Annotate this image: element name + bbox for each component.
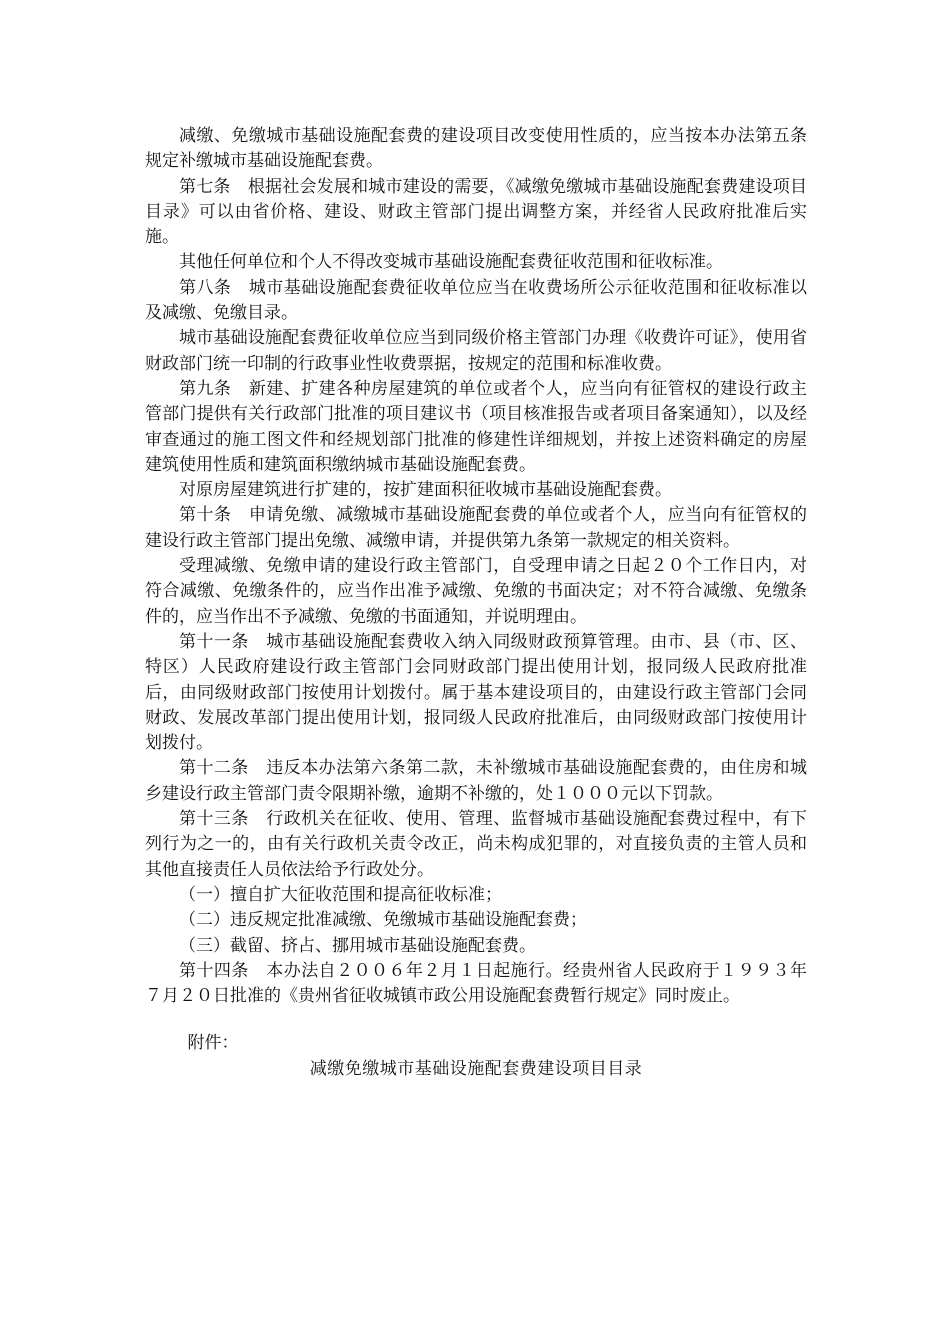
- paragraph-article-9: 第九条 新建、扩建各种房屋建筑的单位或者个人，应当向有征管权的建设行政主管部门提供有关行政部门批准的项目建议书（项目核准报告或者项目备案通知），以及经审查通过的施工图文件和经规划部门批准的修建性详细规划，并按上述资料确定的房屋建筑使用性质和建筑面积缴纳城市基础设施配套费。: [145, 378, 807, 475]
- document-body: [145, 124, 807, 1082]
- paragraph-article-8: 第八条 城市基础设施配套费征收单位应当在收费场所公示征收范围和征收标准以及减缴、免缴目录。: [145, 277, 807, 324]
- list-item-1: （一）擅自扩大征收范围和提高征收标准；: [179, 884, 502, 905]
- paragraph-article-9-clause-2: 对原房屋建筑进行扩建的，按扩建面积征收城市基础设施配套费。: [179, 480, 672, 501]
- paragraph-article-11: 第十一条 城市基础设施配套费收入纳入同级财政预算管理。由市、县（市、区、特区）人民政府建设行政主管部门会同财政部门提出使用计划，报同级人民政府批准后，由同级财政部门按使用计划拨付。属于基本建设项目的，由建设行政主管部门会同财政、发展改革部门提出使用计划，报同级人民政府批准后，由同级财政部门按使用计划拨付。: [145, 631, 807, 754]
- paragraph-article-10: 第十条 申请免缴、减缴城市基础设施配套费的单位或者个人，应当向有征管权的建设行政主管部门提出免缴、减缴申请，并提供第九条第一款规定的相关资料。: [145, 505, 807, 551]
- spacer: [145, 1009, 807, 1031]
- list-item-2: （二）违反规定批准减缴、免缴城市基础设施配套费；: [179, 910, 587, 931]
- paragraph-article-8-clause-2: 城市基础设施配套费征收单位应当到同级价格主管部门办理《收费许可证》，使用省财政部门统一印制的行政事业性收费票据，按规定的范围和标准收费。: [145, 328, 807, 374]
- paragraph-article-13: 第十三条 行政机关在征收、使用、管理、监督城市基础设施配套费过程中，有下列行为之一的，由有关行政机关责令改正，尚未构成犯罪的，对直接负责的主管人员和其他直接责任人员依法给予行政处分。: [145, 809, 807, 880]
- attachment-title: 减缴免缴城市基础设施配套费建设项目目录: [309, 1058, 643, 1079]
- attachment-label: 附件：: [187, 1033, 239, 1054]
- paragraph-article-12: 第十二条 违反本办法第六条第二款，未补缴城市基础设施配套费的，由住房和城乡建设行政主管部门责令限期补缴，逾期不补缴的，处１０００元以下罚款。: [145, 758, 807, 804]
- paragraph-article-10-clause-2: 受理减缴、免缴申请的建设行政主管部门，自受理申请之日起２０个工作日内，对符合减缴、免缴条件的，应当作出准予减缴、免缴的书面决定；对不符合减缴、免缴条件的，应当作出不予减缴、免缴的书面通知，并说明理由。: [145, 556, 807, 627]
- paragraph-article-7-clause-2: 其他任何单位和个人不得改变城市基础设施配套费征收范围和征收标准。: [179, 252, 723, 273]
- paragraph-article-7: 第七条 根据社会发展和城市建设的需要，《减缴免缴城市基础设施配套费建设项目目录》可以由省价格、建设、财政主管部门提出调整方案，并经省人民政府批准后实施。: [145, 176, 807, 248]
- list-item-3: （三）截留、挤占、挪用城市基础设施配套费。: [179, 935, 536, 956]
- paragraph-supplementary-payment: 减缴、免缴城市基础设施配套费的建设项目改变使用性质的，应当按本办法第五条规定补缴城市基础设施配套费。: [145, 126, 807, 172]
- paragraph-article-14: 第十四条 本办法自２００６年２月１日起施行。经贵州省人民政府于１９９３年７月２０日批准的《贵州省征收城镇市政公用设施配套费暂行规定》同时废止。: [145, 960, 807, 1007]
